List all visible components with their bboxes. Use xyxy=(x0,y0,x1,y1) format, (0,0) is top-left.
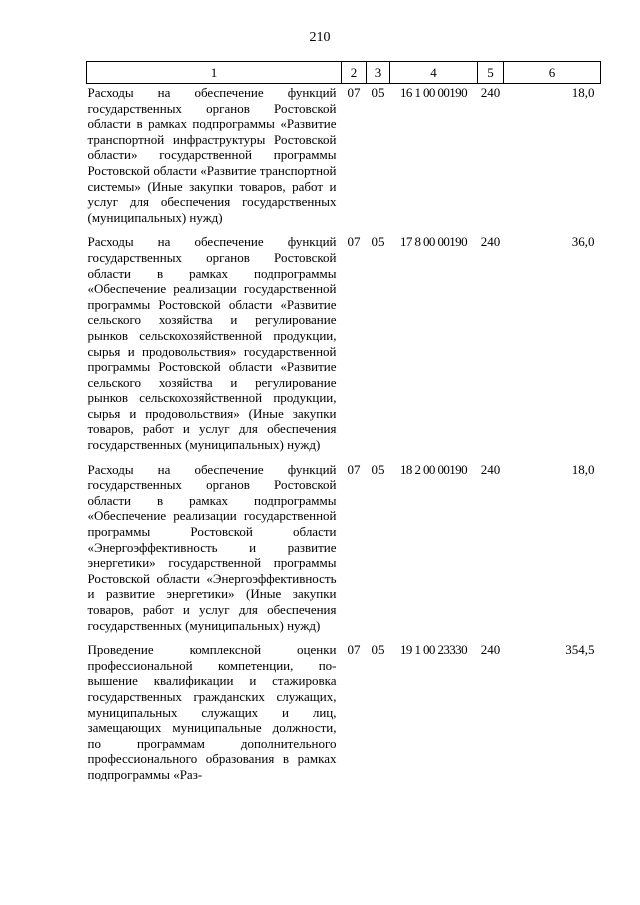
budget-table xyxy=(86,61,601,791)
row-target-code: 19 1 00 23330 xyxy=(400,642,467,658)
table-row xyxy=(87,84,601,234)
table-header xyxy=(87,62,601,84)
row-target-code: 17 8 00 00190 xyxy=(400,234,467,250)
table-row xyxy=(87,461,601,642)
header-col-1: 1 xyxy=(87,62,342,84)
row-expense-type: 240 xyxy=(480,234,501,250)
header-col-3: 3 xyxy=(367,62,390,84)
row-description: Проведение комплексной оценки профессиональной компетенции, повышение квалификации и стажировка государственных гражданских служащих, муниципальных служащих и лиц, замещающих муниципальные должности, по программам дополнительного профессионального образования в рамках подпрограммы «Раз- xyxy=(87,642,337,782)
row-expense-type: 240 xyxy=(480,461,501,477)
table-row xyxy=(87,233,601,460)
row-description: Расходы на обеспечение функций государственных органов Ростовской области в рамках подпрограммы «Развитие транспортной инфраструктуры Ростовской области» государственной программы Ростовской области «Развитие транспортной системы» (Иные закупки товаров, работ и услуг для обеспечения государственных (муниципальных) нужд) xyxy=(87,85,337,225)
row-subsection: 05 xyxy=(371,461,385,477)
row-target-code: 16 1 00 00190 xyxy=(400,85,467,100)
row-subsection: 05 xyxy=(371,642,385,658)
row-target-code: 18 2 00 00190 xyxy=(400,461,467,477)
header-col-6: 6 xyxy=(504,62,601,84)
table-row xyxy=(87,641,601,790)
header-col-4: 4 xyxy=(390,62,478,84)
row-amount: 18,0 xyxy=(571,461,595,477)
header-col-2: 2 xyxy=(342,62,367,84)
row-expense-type: 240 xyxy=(480,85,501,100)
row-section: 07 xyxy=(347,642,361,658)
header-col-5: 5 xyxy=(478,62,504,84)
row-amount: 354,5 xyxy=(565,642,595,658)
row-amount: 18,0 xyxy=(571,85,595,100)
row-section: 07 xyxy=(347,234,361,250)
row-section: 07 xyxy=(347,85,361,100)
table-body xyxy=(87,84,601,791)
row-section: 07 xyxy=(347,461,361,477)
row-expense-type: 240 xyxy=(480,642,501,658)
row-subsection: 05 xyxy=(371,85,385,100)
row-subsection: 05 xyxy=(371,234,385,250)
row-amount: 36,0 xyxy=(571,234,595,250)
row-description: Расходы на обеспечение функций государственных органов Ростовской области в рамках подпрограммы «Обеспечение реализации государственной программы Ростовской области «Энергоэффективность и развитие энергетики» государственной программы Ростовской области «Энергоэффективность и развитие энергетики» (Иные закупки товаров, работ и услуг для обеспечения государственных (муниципальных) нужд) xyxy=(87,461,337,633)
header-row xyxy=(87,62,601,84)
page-number: 210 xyxy=(309,30,331,45)
row-description: Расходы на обеспечение функций государственных органов Ростовской области в рамках подпрограммы «Обеспечение реализации государственной программы Ростовской области «Развитие сельского хозяйства и регулирование рынков сельскохозяйственной продукции, сырья и продовольствия» государственной программы Ростовской области «Развитие сельского хозяйства и регулирование рынков сельскохозяйственной продукции, сырья и продовольствия» (Иные закупки товаров, работ и услуг для обеспечения государственных (муниципальных) нужд) xyxy=(87,234,337,453)
